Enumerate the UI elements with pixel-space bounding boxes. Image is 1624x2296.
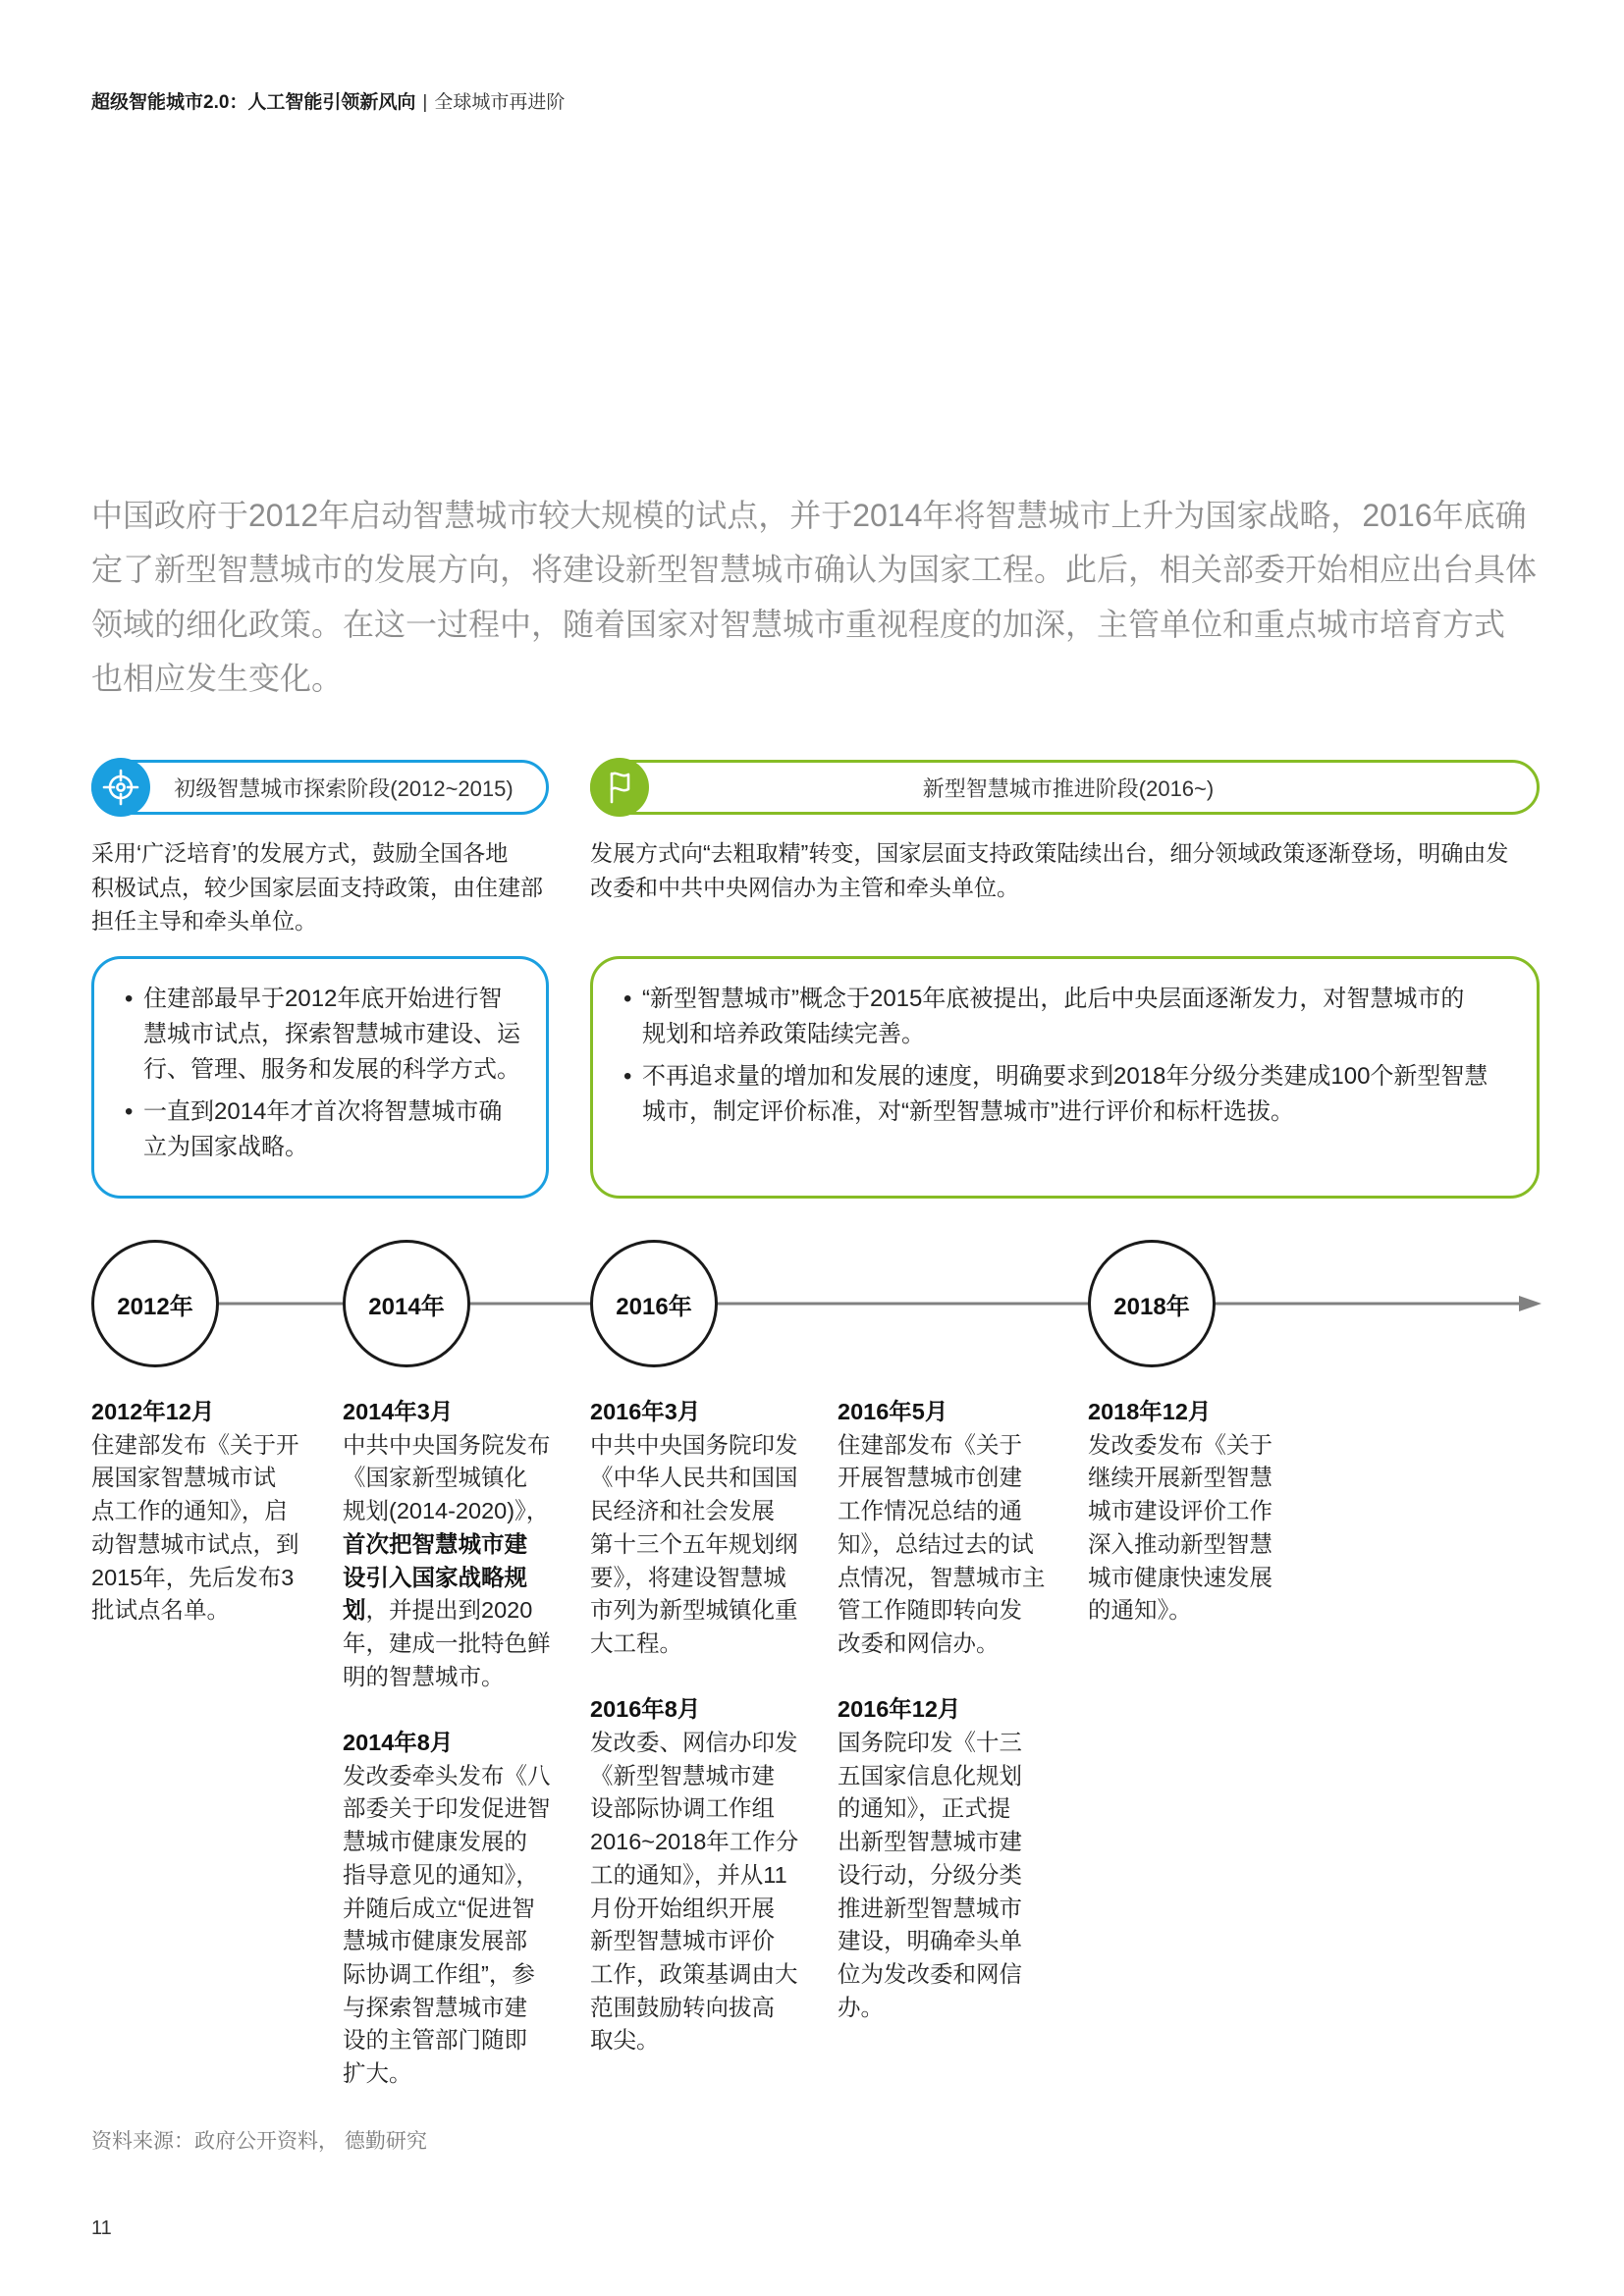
stage-description-line: 发展方式向“去粗取精”转变，国家层面支持政策陆续出台，细分领域政策逐渐登场，明确由发 [590, 840, 1509, 866]
event-text-line: 工的通知》，并从11 [590, 1861, 787, 1888]
event-text-line: 城市健康快速发展 [1088, 1564, 1272, 1590]
event-column [91, 1396, 299, 1628]
event-text-line: 深入推动新型智慧 [1088, 1530, 1272, 1557]
event-text-line: 部委关于印发促进智 [343, 1795, 551, 1822]
event-text-line: 办。 [838, 1994, 884, 2020]
event-text-emphasis: 设引入国家战略规 [343, 1564, 527, 1590]
report-title: 超级智能城市2.0：人工智能引领新风向 [91, 92, 416, 113]
event-text-emphasis: 首次把智慧城市建 [343, 1530, 527, 1557]
bullet-item [593, 982, 1537, 1052]
event-text-line: 展国家智慧城市试 [91, 1465, 276, 1491]
bullet-line: 慧城市试点，探索智慧城市建设、运 [143, 1021, 520, 1047]
event-text-line: 位为发改委和网信 [838, 1960, 1022, 1987]
intro-line: 领域的细化政策。在这一过程中，随着国家对智慧城市重视程度的加深，主管单位和重点城市培育方式 [91, 606, 1506, 642]
timeline-event [838, 1693, 1046, 2024]
timeline-event [590, 1396, 798, 1661]
event-date: 2016年3月 [590, 1399, 701, 1424]
event-text-line: 第十三个五年规划纲 [590, 1530, 798, 1557]
event-text-line: 开展智慧城市创建 [838, 1465, 1022, 1491]
event-column [838, 1396, 1046, 2024]
event-text-line: 大工程。 [590, 1629, 682, 1656]
event-text-line: 国务院印发《十三 [838, 1730, 1022, 1756]
stage-description-new [590, 836, 1508, 904]
event-text-line: 慧城市健康发展部 [343, 1928, 527, 1954]
stage-description-line: 担任主导和牵头单位。 [91, 908, 317, 934]
event-text-line: 继续开展新型智慧 [1088, 1465, 1272, 1491]
event-text-line: 出新型智慧城市建 [838, 1829, 1022, 1855]
timeline-event [1088, 1396, 1272, 1628]
intro-line: 中国政府于2012年启动智慧城市较大规模的试点，并于2014年将智慧城市上升为国家战略，2016年底确 [91, 498, 1527, 533]
timeline-event [343, 1727, 551, 2091]
event-text-line: 五国家信息化规划 [838, 1762, 1022, 1789]
event-text-line: 2015年，先后发布3 [91, 1564, 295, 1590]
stage-header-new [590, 760, 1540, 815]
event-text-line: 发改委、网信办印发 [590, 1730, 798, 1756]
event-text-line: 《中华人民共和国国 [590, 1465, 798, 1491]
timeline-event [838, 1396, 1046, 1661]
event-text-line: 推进新型智慧城市 [838, 1895, 1022, 1921]
section-title: 全球城市再进阶 [434, 92, 566, 113]
event-column [1088, 1396, 1272, 1628]
event-text-line: 知》，总结过去的试 [838, 1530, 1034, 1557]
bullet-line: 立为国家战略。 [143, 1134, 308, 1160]
stage-detail-box-new [590, 956, 1540, 1199]
event-text-line: 建设，明确牵头单 [838, 1928, 1022, 1954]
event-text-line: 2016~2018年工作分 [590, 1829, 799, 1855]
event-date: 2014年3月 [343, 1399, 454, 1424]
event-text-line: 慧城市健康发展的 [343, 1829, 527, 1855]
event-text-line: 民经济和社会发展 [590, 1498, 775, 1524]
stage-description-line: 积极试点，较少国家层面支持政策，由住建部 [91, 874, 543, 900]
event-column [590, 1396, 798, 2057]
timeline-event [91, 1396, 299, 1628]
stage-label: 初级智慧城市探索阶段(2012~2015) [174, 775, 514, 801]
event-text-line [343, 1528, 551, 1562]
running-header [91, 91, 565, 115]
intro-line: 定了新型智慧城市的发展方向，将建设新型智慧城市确认为国家工程。此后，相关部委开始相应出台具体 [91, 552, 1538, 588]
event-text-line: 《国家新型城镇化 [343, 1465, 527, 1491]
bullet-line: 城市，制定评价标准，对“新型智慧城市”进行评价和标杆选拔。 [642, 1098, 1294, 1125]
event-text-line: 取尖。 [590, 2027, 660, 2054]
timeline-axis [0, 1227, 1624, 1384]
stage-label: 新型智慧城市推进阶段(2016~) [922, 775, 1215, 801]
event-text-line: 的通知》，正式提 [838, 1795, 1011, 1822]
event-text-line: 《新型智慧城市建 [590, 1762, 775, 1789]
stage-description-early [91, 836, 543, 938]
event-text-line: 中共中央国务院印发 [590, 1431, 798, 1458]
bullet-line: 行、管理、服务和发展的科学方式。 [143, 1056, 520, 1083]
bullet-item [593, 1059, 1537, 1130]
timeline-year-marker: 2016年 [590, 1240, 718, 1367]
event-text-line: 动智慧城市试点，到 [91, 1530, 299, 1557]
bullet-line: • “新型智慧城市”概念于2015年底被提出，此后中央层面逐渐发力，对智慧城市的 [642, 986, 1465, 1012]
event-text-line: 月份开始组织开展 [590, 1895, 775, 1921]
stage-description-line: 采用‘广泛培育’的发展方式，鼓励全国各地 [91, 840, 509, 866]
timeline-event [343, 1396, 551, 1693]
event-text-emphasis: 划 [343, 1597, 366, 1624]
event-text-line: 市列为新型城镇化重 [590, 1597, 798, 1624]
event-text-line [343, 1562, 551, 1595]
header-separator: | [422, 92, 428, 113]
timeline-year-marker: 2014年 [343, 1240, 470, 1367]
event-date: 2016年5月 [838, 1399, 948, 1424]
stage-detail-box-early [91, 956, 549, 1199]
event-text-line: 点情况，智慧城市主 [838, 1564, 1046, 1590]
event-text-line: 新型智慧城市评价 [590, 1928, 775, 1954]
event-text-line: 年，建成一批特色鲜 [343, 1629, 551, 1656]
event-text-line: 管工作随即转向发 [838, 1597, 1022, 1624]
event-date: 2016年12月 [838, 1696, 961, 1723]
page-number: 11 [91, 2217, 112, 2239]
event-text-line: 设部际协调工作组 [590, 1795, 775, 1822]
bullet-item [94, 982, 546, 1088]
stage-description-line: 改委和中共中央网信办为主管和牵头单位。 [590, 874, 1019, 900]
event-text-line: 范围鼓励转向拔高 [590, 1994, 775, 2020]
event-text-line: 改委和网信办。 [838, 1629, 1000, 1656]
event-text-line: 并随后成立“促进智 [343, 1895, 535, 1921]
event-text-line: 设的主管部门随即 [343, 2027, 527, 2054]
event-text-line: 批试点名单。 [91, 1597, 230, 1624]
event-text-line: 城市建设评价工作 [1088, 1498, 1272, 1524]
timeline-year-marker: 2018年 [1088, 1240, 1216, 1367]
intro-paragraph [91, 489, 1537, 706]
event-text-segment: ，并提出到2020 [365, 1597, 533, 1624]
bullet-item [94, 1095, 546, 1165]
event-text-line: 住建部发布《关于开 [91, 1431, 299, 1458]
event-text-line: 扩大。 [343, 2060, 412, 2087]
event-text-line: 与探索智慧城市建 [343, 1994, 527, 2020]
event-date: 2016年8月 [590, 1696, 701, 1723]
event-text-line: 明的智慧城市。 [343, 1663, 505, 1689]
event-text-line: 要》，将建设智慧城 [590, 1564, 786, 1590]
event-text-line [343, 1594, 551, 1628]
event-date: 2012年12月 [91, 1399, 215, 1424]
stage-header-early [91, 760, 549, 815]
event-column [343, 1396, 551, 2091]
event-text-line: 的通知》。 [1088, 1597, 1192, 1624]
timeline-event [590, 1693, 798, 2057]
source-note: 资料来源：政府公开资料， 德勤研究 [91, 2130, 427, 2153]
event-text-line: 规划(2014-2020)》， [343, 1498, 550, 1524]
event-text-line: 住建部发布《关于 [838, 1431, 1022, 1458]
intro-line: 也相应发生变化。 [91, 660, 344, 696]
event-text-line: 工作情况总结的通 [838, 1498, 1022, 1524]
timeline-year-marker: 2012年 [91, 1240, 219, 1367]
event-text-line: 点工作的通知》，启 [91, 1498, 288, 1524]
event-text-line: 发改委发布《关于 [1088, 1431, 1272, 1458]
event-text-line: 中共中央国务院发布 [343, 1431, 551, 1458]
event-text-line: 际协调工作组”，参 [343, 1960, 535, 1987]
timeline-arrowhead [1519, 1296, 1542, 1311]
event-text-line: 设行动，分级分类 [838, 1861, 1022, 1888]
bullet-line: • 一直到2014年才首次将智慧城市确 [143, 1098, 503, 1125]
event-date: 2014年8月 [343, 1730, 454, 1756]
bullet-line: • 住建部最早于2012年底开始进行智 [143, 986, 503, 1012]
bullet-line: 规划和培养政策陆续完善。 [642, 1021, 925, 1047]
event-text-line: 工作，政策基调由大 [590, 1960, 798, 1987]
bullet-line: • 不再追求量的增加和发展的速度，明确要求到2018年分级分类建成100个新型智慧 [642, 1063, 1489, 1090]
event-text-line: 发改委牵头发布《八 [343, 1762, 551, 1789]
event-text-line: 指导意见的通知》， [343, 1861, 539, 1888]
event-date: 2018年12月 [1088, 1399, 1212, 1424]
